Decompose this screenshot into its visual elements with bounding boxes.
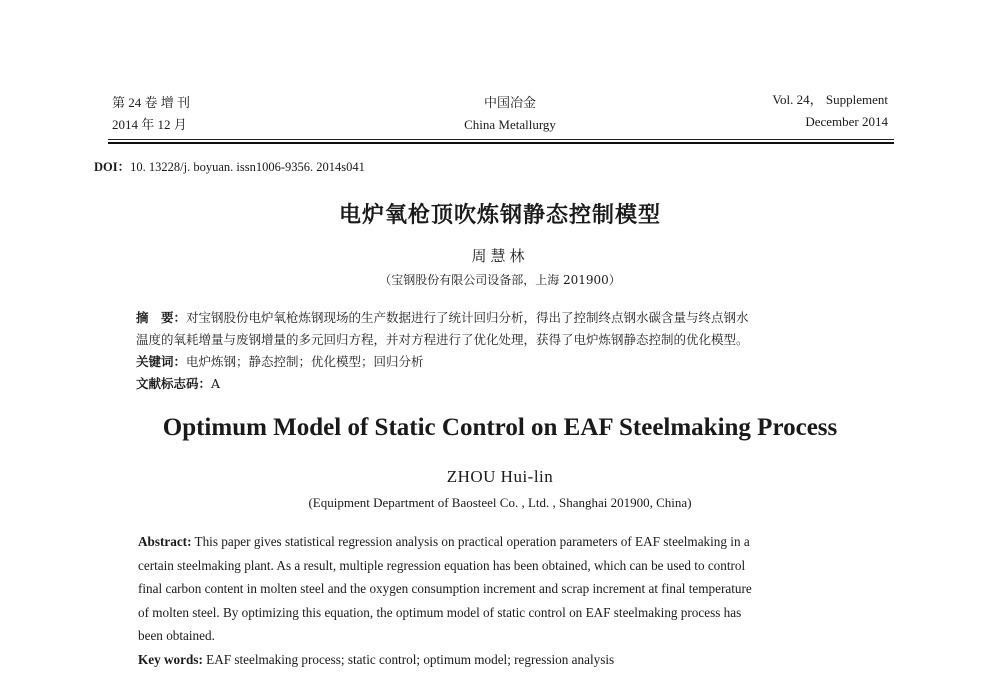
header-volume-issue: 第 24 卷 增 刊 <box>112 95 191 110</box>
en-abstract-text-1: This paper gives statistical regression analysis on practical operation parameters of EAF steelmaking in a <box>191 534 750 549</box>
cn-author: 周慧林 <box>471 247 529 265</box>
en-abstract-text-3: final carbon content in molten steel and the oxygen consumption increment and scrap increment at final temperature <box>138 581 752 597</box>
en-affiliation: (Equipment Department of Baosteel Co. , Ltd. , Shanghai 201900, China) <box>308 495 692 510</box>
header-volume-info-en <box>772 91 888 135</box>
cn-doc-code: A <box>211 376 221 391</box>
doi-line <box>94 157 365 175</box>
doi-value: 10. 13228/j. boyuan. issn1006-9356. 2014s041 <box>130 160 365 174</box>
header-volume-en: Vol. 24， Supplement <box>772 92 888 107</box>
en-abstract-label: Abstract: <box>138 534 192 549</box>
header-journal-cn: 中国冶金 <box>483 95 536 110</box>
en-abstract-line <box>138 530 876 554</box>
cn-abstract-block <box>136 307 876 395</box>
cn-abstract-text-2: 温度的氧耗增量与废钢增量的多元回归方程，并对方程进行了优化处理，获得了电炉炼钢静态控制的优化模型。 <box>136 332 749 347</box>
cn-abstract-line <box>136 307 876 329</box>
en-abstract-block <box>138 530 876 648</box>
header-volume-info <box>112 94 190 138</box>
cn-doc-code-label: 文献标志码： <box>136 376 212 391</box>
header-date-en: December 2014 <box>805 114 888 129</box>
header-rule-thick <box>108 142 894 144</box>
header-journal-en: China Metallurgy <box>464 117 556 132</box>
cn-abstract-text-1: 对宝钢股份电炉氧枪炼钢现场的生产数据进行了统计回归分析，得出了控制终点钢水碳含量与终点钢水 <box>186 310 749 325</box>
header-rule-thin <box>108 139 894 140</box>
en-keywords-label: Key words: <box>138 652 203 667</box>
en-keywords: EAF steelmaking process; static control; optimum model; regression analysis <box>202 652 615 667</box>
cn-doc-code-line <box>136 373 876 395</box>
cn-keywords-line <box>136 351 876 373</box>
en-keywords-line <box>138 652 876 668</box>
header-date-cn: 2014 年 12 月 <box>112 117 187 132</box>
doi-label: DOI： <box>94 160 131 174</box>
en-abstract-text-5: been obtained. <box>138 628 215 644</box>
cn-abstract-label: 摘 要： <box>136 310 187 325</box>
cn-keywords: 电炉炼钢；静态控制；优化模型；回归分析 <box>186 354 424 369</box>
en-title: Optimum Model of Static Control on EAF Steelmaking Process <box>162 414 838 441</box>
cn-affiliation: （宝钢股份有限公司设备部，上海 201900） <box>379 273 621 287</box>
en-abstract-text-2: certain steelmaking plant. As a result, multiple regression equation has been obtained, which can be used to control <box>138 557 746 573</box>
en-author: ZHOU Hui-lin <box>446 467 554 486</box>
cn-title: 电炉氧枪顶吹炼钢静态控制模型 <box>338 203 661 228</box>
header-journal-name <box>420 94 600 138</box>
en-abstract-text-4: of molten steel. By optimizing this equation, the optimum model of static control on EAF steelmaking process has <box>138 604 742 620</box>
cn-keywords-label: 关键词： <box>136 354 187 369</box>
